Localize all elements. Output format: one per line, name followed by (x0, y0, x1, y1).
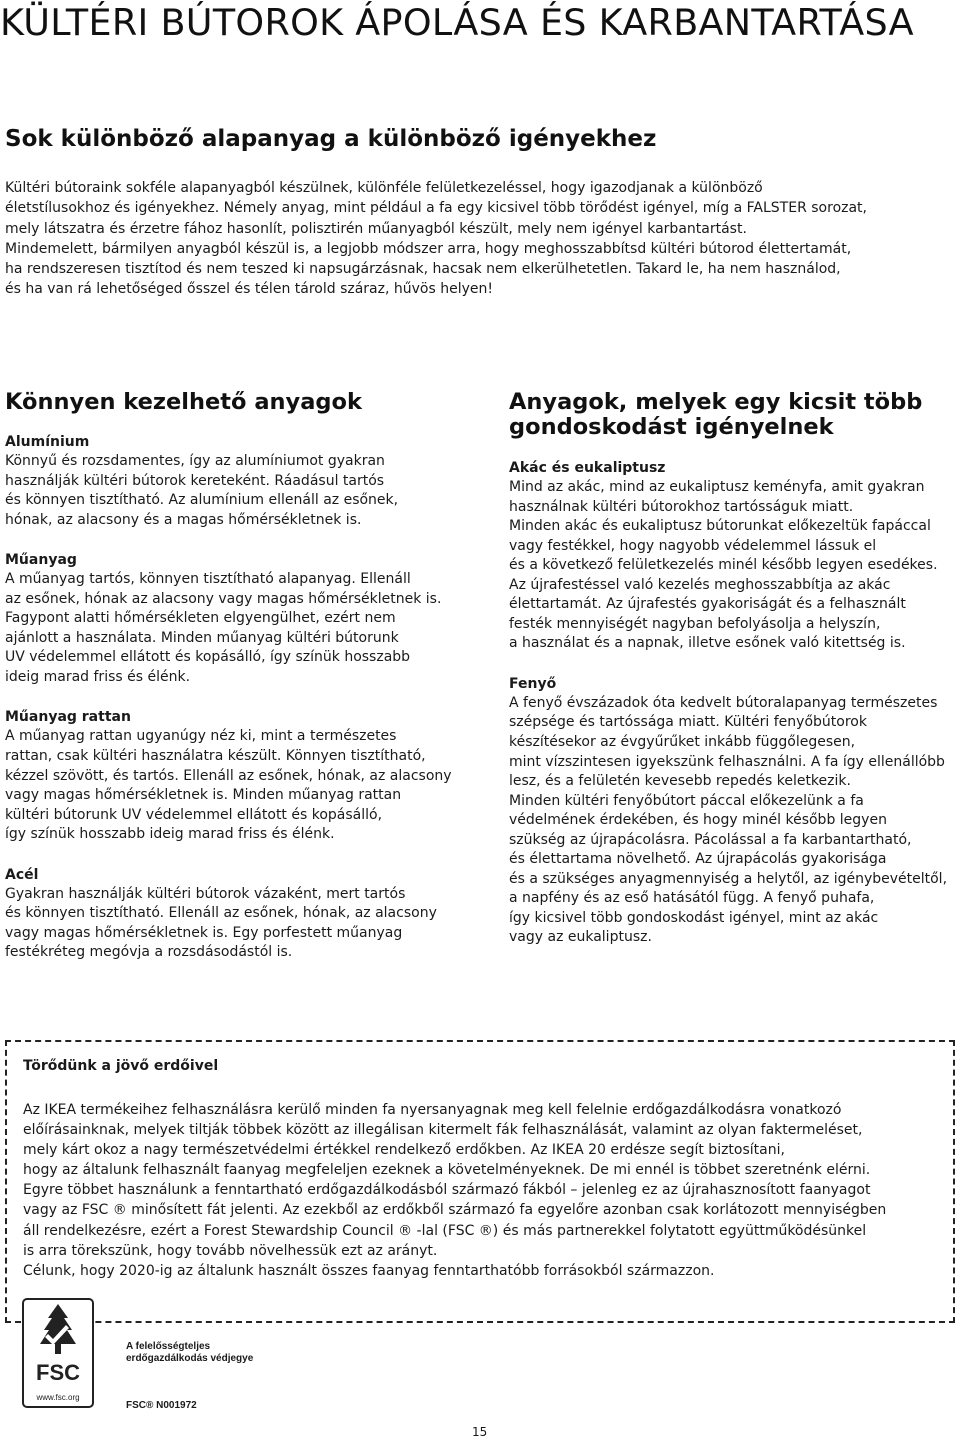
fsc-tagline (126, 1341, 253, 1365)
body-line: használják kültéri bútorok kereteként. Ráadásul tartós (5, 472, 385, 489)
body-line: vagy az eukaliptusz. (509, 929, 652, 946)
intro-paragraph (5, 178, 955, 300)
intro-line: életstílusokhoz és igényekhez. Némely anyag, mint például a fa egy kicsivel több törődést igényel, míg a FALSTER sorozat, (5, 200, 867, 217)
body-line: élettartamát. Az újrafestés gyakoriságát és a felhasznált (509, 596, 906, 613)
box-line: Célunk, hogy 2020-ig az általunk használt összes faanyag fenntarthatóbb forrásokból származzon. (23, 1262, 715, 1279)
body-line: vagy magas hőmérsékletnek is. Minden műanyag rattan (5, 787, 402, 804)
body-line: a napfény és az eső hatásától függ. A fenyő puhafa, (509, 890, 875, 907)
box-line: is arra törekszünk, hogy tovább növelhessük ezt az arányt. (23, 1242, 438, 1259)
body-line: kézzel szövött, és tartós. Ellenáll az esőnek, hónak, az alacsony (5, 767, 452, 784)
forest-care-box (5, 1040, 955, 1323)
fsc-tagline-line: A felelősségteljes (126, 1341, 211, 1352)
section-title-pine: Fenyő (509, 675, 557, 692)
intro-line: mely látszatra és érzetre fához hasonlít, polisztirén műanyagból készült, mely nem igényel karbantartást. (5, 220, 747, 237)
section-title-aluminium: Alumínium (5, 434, 90, 450)
body-line: védelmének érdekében, és hogy minél később legyen (509, 812, 887, 829)
body-line: kültéri bútorunk UV védelemmel ellátott és kopásálló, (5, 806, 383, 823)
body-line: használnak kültéri bútorokhoz tartósságuk miatt. (509, 498, 854, 515)
body-line: az esőnek, hónak az alacsony vagy magas hőmérsékletnek is. (5, 590, 442, 607)
body-line: festék mennyiségét nagyban befolyásolja a helyszín, (509, 615, 881, 632)
body-line: hónak, az alacsony és a magas hőmérsékletnek is. (5, 511, 362, 528)
intro-line: Mindemelett, bármilyen anyagból készül is, a legjobb módszer arra, hogy meghosszabbítsd kültéri bútorod élettertamát, (5, 240, 852, 257)
body-line: és könnyen tisztítható. Az alumínium ellenáll az esőnek, (5, 492, 399, 509)
body-line: ajánlott a használata. Minden műanyag kültéri bútorunk (5, 629, 399, 646)
body-line: és könnyen tisztítható. Ellenáll az esőnek, hónak, az alacsony (5, 905, 437, 922)
box-line: Az IKEA termékeihez felhasználásra kerülő minden fa nyersanyagnak meg kell felelnie erdőgazdálkodásra vonatkozó (23, 1102, 842, 1118)
section-title-plastic: Műanyag (5, 552, 77, 569)
section-title-steel: Acél (5, 866, 39, 883)
body-line: Minden akác és eukaliptusz bútorunkat előkezeltük fapáccal (509, 518, 931, 535)
body-line: Minden kültéri fenyőbútort páccal előkezelünk a fa (509, 792, 864, 809)
section-title-acacia: Akác és eukaliptusz (509, 460, 666, 476)
intro-line: Kültéri bútoraink sokféle alapanyagból készülnek, különféle felületkezeléssel, hogy igazodjanak a különböző (5, 180, 763, 196)
fsc-license-code: FSC® N001972 (126, 1400, 197, 1411)
box-line: Egyre többet használunk a fenntartható erdőgazdálkodásból származó fákból – jelenleg ez az újrahasznosított faanyagot (23, 1182, 871, 1199)
box-line: hogy az általunk felhasznált faanyag megfeleljen ezeknek a követelményeknek. De mi ennél is többet szeretnénk elérni. (23, 1162, 871, 1179)
box-body (23, 1100, 943, 1281)
body-line: A műanyag tartós, könnyen tisztítható alapanyag. Ellenáll (5, 571, 411, 588)
body-line: Gyakran használják kültéri bútorok vázaként, mert tartós (5, 885, 406, 902)
fsc-tagline-line: erdőgazdálkodás védjegye (126, 1353, 254, 1364)
left-column-heading: Könnyen kezelhető anyagok (5, 389, 362, 415)
left-column (5, 390, 475, 963)
box-line: áll rendelkezésre, ezért a Forest Stewardship Council ® -lal (FSC ®) és más partnerekkel folytatott együttműködésünkel (23, 1222, 867, 1239)
body-line: így kicsivel több gondoskodást igényel, mint az akác (509, 909, 879, 926)
fsc-logo (22, 1298, 94, 1408)
body-line: és a szükséges anyagmennyiség a helytől, az igénybevételtől, (509, 870, 948, 887)
right-column-heading-line: Anyagok, melyek egy kicsit több (509, 389, 923, 415)
right-column-heading-line: gondoskodást igényelnek (509, 414, 834, 440)
box-line: mely kárt okoz a nagy természetvédelmi értékkel rendelkező erdőkben. Az IKEA 20 erdésze segít biztosítani, (23, 1142, 785, 1159)
body-line: a használat és a napnak, illetve esőnek való kitettség is. (509, 635, 906, 652)
box-line: vagy az FSC ® minősített fát jelenti. Az ezekből az erdőkből származó fa egyelőre azonban csak korlátozott mennyiségben (23, 1202, 887, 1219)
body-line: lesz, és a felületén kevesebb repedés keletkezik. (509, 773, 851, 790)
intro-line: és ha van rá lehetőséged ősszel és télen tárold száraz, hűvös helyen! (5, 281, 493, 298)
body-line: így színük hosszabb ideig marad friss és élénk. (5, 826, 335, 843)
body-line: ideig marad friss és élénk. (5, 668, 191, 685)
body-line: festékréteg megóvja a rozsdásodástól is. (5, 944, 293, 961)
box-heading: Törődünk a jövő erdőivel (23, 1058, 219, 1074)
body-line: mint vízszintesen igyekszünk felhasználni. A fa így ellenállóbb (509, 753, 945, 770)
body-line: és a következő felületkezelés minél később legyen esedékes. (509, 557, 938, 574)
body-line: A műanyag rattan ugyanúgy néz ki, mint a természetes (5, 728, 397, 745)
section-title-plastic-rattan: Műanyag rattan (5, 709, 131, 726)
body-line: készítésekor az évgyűrűket inkább függőlegesen, (509, 734, 856, 751)
page-title: KÜLTÉRI BÚTOROK ÁPOLÁSA ÉS KARBANTARTÁSA (0, 1, 914, 44)
body-line: Fagypont alatti hőmérsékleten elgyengülhet, ezért nem (5, 610, 396, 627)
page-subtitle: Sok különböző alapanyag a különböző igényekhez (5, 126, 657, 152)
body-line: vagy magas hőmérsékletnek is. Egy porfestett műanyag (5, 924, 403, 941)
body-line: rattan, csak kültéri használatra készült. Könnyen tisztítható, (5, 748, 426, 765)
body-line: szépsége és tartóssága miatt. Kültéri fenyőbútorok (509, 714, 867, 731)
body-line: Könnyű és rozsdamentes, így az alumíniumot gyakran (5, 453, 385, 469)
body-line: Mind az akác, mind az eukaliptusz keményfa, amit gyakran (509, 479, 925, 495)
body-line: szükség az újrapácolásra. Pácolással a fa karbantartható, (509, 831, 912, 848)
page-number: 15 (472, 1425, 488, 1439)
box-line: előírásainknak, melyek tiltják többek között az illegálisan kitermelt fák felhasználását, valamint az olyan faktermeléset, (23, 1122, 863, 1139)
fsc-logo-text: FSC (36, 1360, 80, 1385)
right-column (509, 390, 959, 948)
body-line: vagy festékkel, hogy nagyobb védelemmel lássuk el (509, 537, 877, 554)
fsc-url: www.fsc.org (36, 1393, 80, 1402)
body-line: Az újrafestéssel való kezelés meghosszabbítja az akác (509, 576, 891, 593)
body-line: UV védelemmel ellátott és kopásálló, így színük hosszabb (5, 649, 411, 666)
body-line: A fenyő évszázadok óta kedvelt bútoralapanyag természetes (509, 694, 938, 711)
intro-line: ha rendszeresen tisztítod és nem teszed ki napsugárzásnak, hacsak nem elkerülhetetlen. Takard le, ha nem használod, (5, 261, 841, 278)
body-line: és élettartama növelhető. Az újrapácolás gyakorisága (509, 851, 887, 868)
